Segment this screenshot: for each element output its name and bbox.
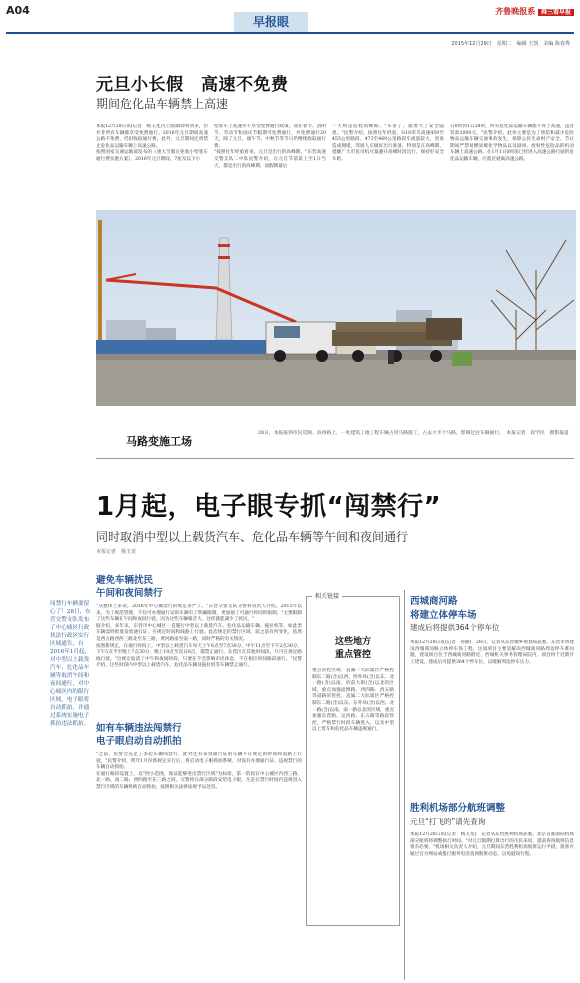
right-story2-heading: 胜利机场部分航班调整 — [410, 803, 506, 814]
story2-section1-heading: 避免车辆扰民 午间和夜间禁行 — [96, 575, 163, 599]
story2-section2-heading: 如有车辆违法闯禁行 电子眼启动自动抓拍 — [96, 723, 182, 747]
photo-caption-title: 马路变施工场 — [126, 435, 192, 448]
newspaper-logo-text: 齐鲁晚报 — [495, 7, 528, 16]
newspaper-logo-suffix: 系 — [527, 7, 536, 16]
story1-column-3: 一天则是返程高峰期。"车多了，就增大了安全隐患。"民警介绍，按照往年经验，G18荣乌高速459至455公里路段、473至469公里路段车流量较大，容易造成拥堵，驾驶人应做好出行准备，特别是在高峰期，提醒广大市民司机尽量避开高峰时段出行，保持好安全车距。 — [332, 124, 444, 162]
page-number: A04 — [6, 4, 30, 17]
right-story2-text: 本报12月28日讯(记者 杨玉龙) 记者从东营胜利机场获悉，北京首都国际机场部分航班将调整执行时间。"对元旦假期打算出行的市民来说，提前查询航班信息很有必要。"机场相关负责人介绍，元旦期间东营胜利机场航班运行平稳，旅客可通过官方网站或拨打服务电话查询航班动态，以免耽误行程。 — [410, 832, 574, 857]
right-story1-text: 本报12月28日讯(记者 孙丽) 28日，记者从东营城乡规划局获悉，东营市将建设西城商河路立体停车场工程，这项项目主要是解决西城商河路周边停车难问题，建设项目位于西城商河路附近，西城机关事务管理局院内，项目将于近期开工建设，建成后可提供364个停车位，以缓解周边停车压力。 — [410, 640, 574, 665]
column-divider — [404, 590, 405, 980]
newspaper-logo — [495, 6, 574, 17]
header-divider — [6, 32, 574, 34]
story2-lead-sidebar: 闯禁行车辆要留心了！28日，东营交警支队发布了中心城区行政执法行政区实行区域通告。自2016年1月起，对中型以上载货汽车、危化品车辆等取消午间和夜间通行，对中心城区内的限行区域，电子眼将自动抓拍，并通过系统实施电子抓拍违法抓拍。 — [50, 601, 91, 727]
story2-section1-text: "从整体上来说，2016年中心城禁行的规定多严了。"东营交警支队交警科负责人介绍，2015年以来，为了规范管理，不仅可办理通行证的车辆有了明确限制，更加强了可通行时间的限制。"主要限制了这些车辆在午间和夜间行驶，因为这些车辆噪音大，这样就能减少了扰民。" 据介绍，多年来，东营市中心城区一直施行中型以上载货汽车、危化品运输车辆、拖拉机等，如此类车辆需经批准发放通行证，在规定时间和线路上行驶。此次规定的禁行区域，较之前有所变化，依然是西五路西西三路北至东三路，黄河路南至南一路，同时严格的有关情况。 按照新规定，在通行时间上，中型以上载货汽车每天上午6点至7点30分、中午11点至下午2点30分、下午5点半至晚上7点30分、晚上10点至次日6点，都禁止通行。东营区在其他时间段，只可在规定路线行驶。"这规定取消了中午和夜间时段，只要在不会影响市民休息，不在相应时间路段通行。"民警介绍，这些时段内中型以上载货汽车、危化品车辆及拖拉机等车辆禁止通行。 — [96, 604, 302, 669]
story1-column-4: 日0时到1日24时，所有危化品运输车辆都不得上高速，违者罚款2000元。"民警介绍，此举主要是为了预防和减少危险物品运输车辆交通事故发生，保障公民生命财产安全，节日期间严禁易燃易爆化学物品以及剧毒、放射性危险品的机动车辆上高速公路。在1月1日0时前已经进入高速公路行驶的危化品运输车辆，应就近驶离高速公路。 — [450, 124, 574, 162]
story1-headline: 元旦小长假 高速不免费 — [96, 75, 289, 95]
right-story1-heading-2: 将建立体停车场 — [410, 610, 477, 621]
section-divider — [96, 458, 574, 459]
section-title: 早报眼 — [234, 12, 308, 32]
story2-headline: 1月起，电子眼专抓“闯禁行” — [96, 492, 442, 522]
story1-column-1: 本报12月28日讯(记者 杨玉龙)元旦假期即将到来，但并非所有车辆都享受免费通行。2016年元旦期间高速公路不免费，仍旧收取通行费。此外，元旦期间还将禁止危化品运输车辆上高速公路。 按照国家交通运输部发布的《重大节假日免收小型客车通行费实施方案》，2016年元旦期间，7座及以下小 — [96, 124, 208, 162]
issue-meta: 2015年12月29日 星期二 编辑 王凯 美编 陈春秀 — [451, 41, 570, 47]
story2-section2-text: "之前，民警会充足了多起车辆闯禁行，此外还有拿到通行证的车辆不在规定的时间和道路上行驶。"民警介绍，明年1月份新规定实行后，将启动电子眼抓拍系统，对没有办理通行证、违规禁行的车辆自动抓拍。 在通行路段设置上，以"西小范围，保证能够进出禁行区域"为标准，第一阶段在中心城区内西三路、北一路、南二路、西四路至东三路之间，交警将在部分路段安装电子眼，凡是在禁行时间内违规进入禁行区域的车辆将被自动抓拍，按照相关法律法规予以处罚。 — [96, 752, 302, 790]
right-story1-heading-1: 西城商河路 — [410, 596, 458, 607]
right-story1-subheading: 建成后将提供364个停车位 — [410, 623, 500, 632]
construction-scene-illustration — [96, 210, 576, 406]
right-story2-subheading: 元旦“打飞的”请先查询 — [410, 817, 486, 826]
photo-caption: 28日，本报报到市民反映，滨州路上，一处建筑工地工程车辆占用马路施工，占去大半个马路，影响过往车辆通行。 本报记者 段学民 摄影报道 — [258, 431, 569, 436]
story1-column-2: 型客车上高速并不享受免费通行政策。而在春节、清明节、劳动节和国庆节假期可免费通行，共免费通行20天。除了元旦、端午节、中秋节等节日仍继续收取通行费。 "按照往年经验看来，元旦是出行的高峰期。"东营高速交警支队二中队民警介绍，在元旦节前第上至1日当天，都是出行的高峰期，而假期最后 — [214, 124, 326, 169]
related-links-text: 重点管控区域：直属一大队辖区严格控制东二路(含)以西、西外环(含)以东、北一路(含)以南、府前大街(含)以北的区域，重点加强淄博路、西四路、西五路等道路的管控。直属二大队辖区严格控制东二路(含)以东、东外环(含)以西、北一路(含)以南、南一路以北的区域，重点加强东营路、运河路、东五路等路段管控，严格禁行时段车辆进入，以及中型以上货车和危化品车辆违规通行。 — [312, 668, 394, 733]
story2-subheadline: 同时取消中型以上载货汽车、危化品车辆等午间和夜间通行 — [96, 530, 409, 544]
related-links-label: 相关链接 — [312, 591, 342, 600]
news-photo — [96, 210, 576, 406]
story2-byline: 本报记者 杨玉龙 — [96, 549, 137, 555]
story1-subheadline: 期间危化品车辆禁上高速 — [96, 97, 229, 111]
related-links-title: 这些地方 重点管控 — [334, 637, 371, 660]
newspaper-logo-tag: 舜三看早报 — [538, 9, 574, 16]
